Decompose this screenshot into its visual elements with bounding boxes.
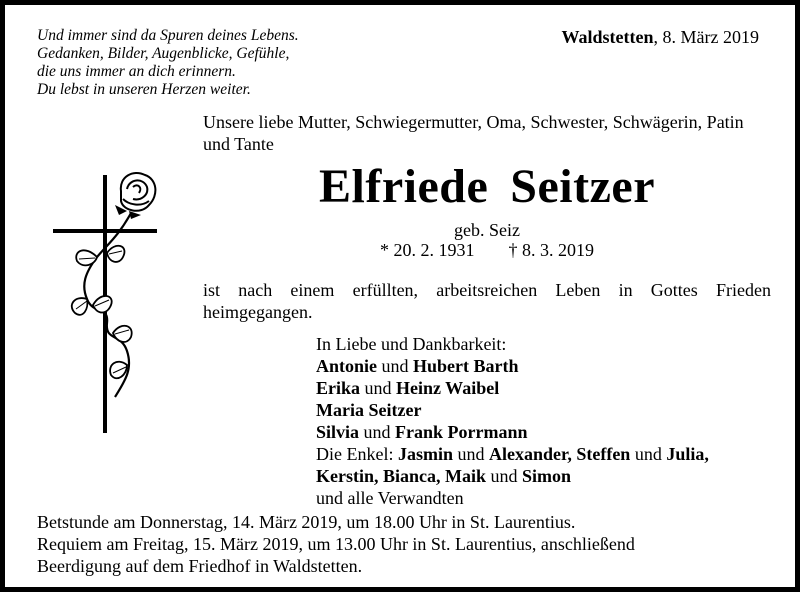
mourners-list [316,333,776,509]
death-date: † 8. 3. 2019 [508,240,594,260]
relationship-intro: Unsere liebe Mutter, Schwiegermutter, Oma, Schwester, Schwägerin, Patin und Tante [203,112,744,154]
service-details [37,511,777,577]
mourner-line [316,487,776,509]
mourner-line [316,443,776,465]
mourner-lines [316,355,776,509]
mourner-connector: und [377,356,414,376]
mourner-connector: und alle Verwandten [316,488,464,508]
cross-with-rose-icon [49,165,164,440]
mourner-connector: und [359,422,396,442]
first-name: Elfriede [318,160,489,213]
life-dates [203,239,771,261]
deceased-name [203,157,771,217]
passing-statement: ist nach einem erfüllten, arbeitsreichen Leben in Gottes Frieden heimgegangen. [203,280,771,322]
mourner-line [316,399,776,421]
mourner-line [316,377,776,399]
mourner-name: Simon [522,466,572,486]
mourner-name: Jasmin [397,444,453,464]
mourner-name: Maria Seitzer [316,400,422,420]
mourner-name: Silvia [316,422,360,442]
mourner-connector: und [486,466,522,486]
mourner-name: Frank Porrmann [395,422,528,442]
mourners-heading: In Liebe und Dankbarkeit: [316,334,507,354]
mourner-line [316,355,776,377]
prayer-hour-line: Betstunde am Donnerstag, 14. März 2019, um 18.00 Uhr in St. Laurentius. [37,512,576,532]
mourner-name: Antonie [316,356,378,376]
mourner-name: Hubert Barth [413,356,519,376]
notice-date: , 8. März 2019 [653,27,759,47]
last-name: Seitzer [510,160,655,213]
birth-date: * 20. 2. 1931 [380,240,475,260]
poem-line: Und immer sind da Spuren deines Lebens. [37,27,299,44]
place-and-date [562,27,759,48]
mourner-line [316,421,776,443]
memorial-poem [37,27,299,99]
mourner-name: Kerstin, Bianca, Maik [316,466,486,486]
poem-line: die uns immer an dich erinnern. [37,63,236,80]
burial-line: Beerdigung auf dem Friedhof in Waldstetten. [37,556,363,576]
mourner-connector: Die Enkel: [316,444,398,464]
poem-line: Gedanken, Bilder, Augenblicke, Gefühle, [37,45,290,62]
mourner-name: Alexander, Steffen [489,444,631,464]
place-name: Waldstetten [561,27,654,47]
mourner-connector: und [360,378,397,398]
maiden-name: geb. Seiz [454,220,520,240]
mourner-name: Erika [316,378,361,398]
mourner-name: Julia, [666,444,709,464]
mourner-name: Heinz Waibel [396,378,500,398]
requiem-line: Requiem am Freitag, 15. März 2019, um 13.00 Uhr in St. Laurentius, anschließend [37,534,635,554]
mourner-connector: und [630,444,667,464]
mourner-line [316,465,776,487]
poem-line: Du lebst in unseren Herzen weiter. [37,81,251,98]
mourner-connector: und [453,444,489,464]
